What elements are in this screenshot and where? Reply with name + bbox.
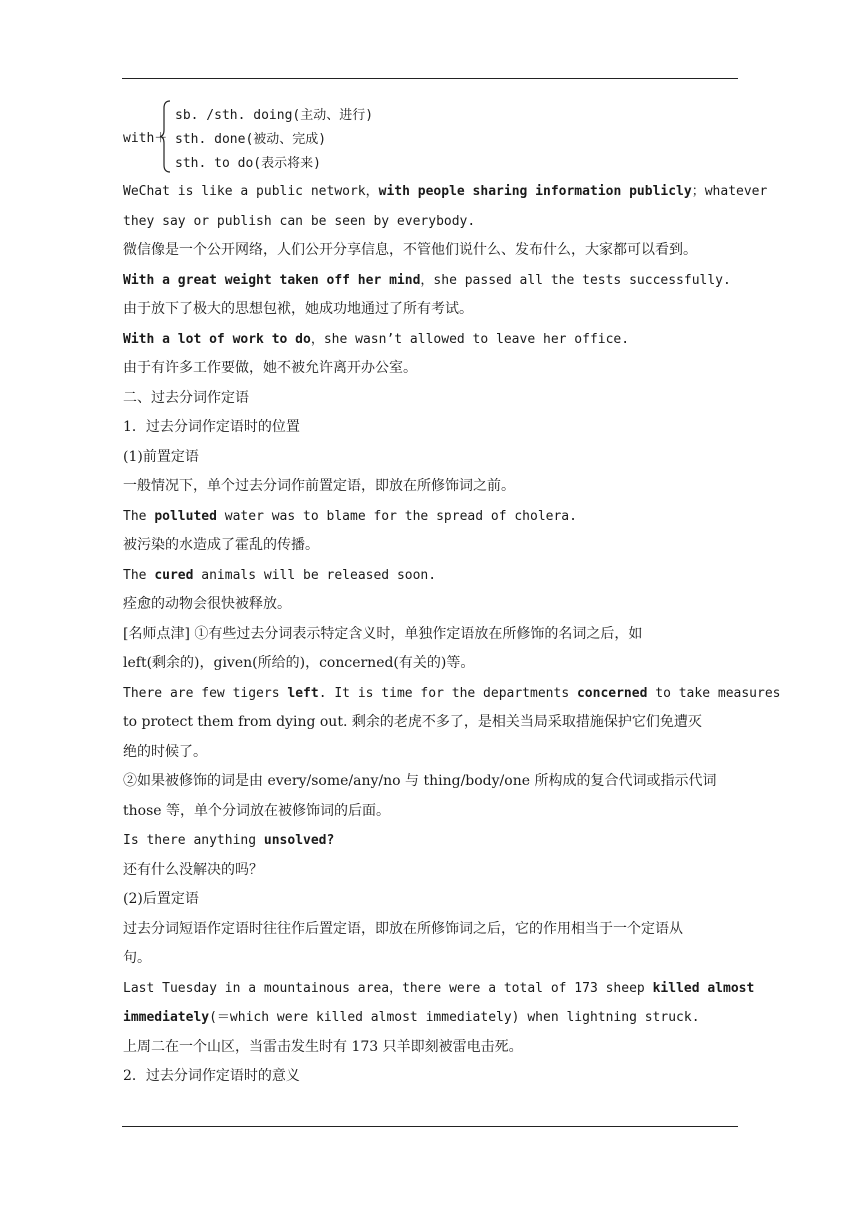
with-line-2: sth. done(被动、完成) bbox=[175, 132, 327, 147]
text: WeChat is like a public network， bbox=[123, 184, 379, 199]
pre-attribute-desc: 一般情况下，单个过去分词作前置定语，即放在所修饰词之前。 bbox=[123, 478, 515, 494]
text: The bbox=[123, 508, 155, 524]
curly-brace-icon bbox=[159, 100, 171, 173]
example-7-en bbox=[123, 826, 739, 856]
teacher-note-line2: left(剩余的)，given(所给的)，concerned(有关的)等。 bbox=[123, 655, 475, 671]
with-structure bbox=[123, 100, 739, 173]
post-attribute-desc-line1: 过去分词短语作定语时往往作后置定语，即放在所修饰词之后，它的作用相当于一个定语从 bbox=[123, 920, 683, 937]
example-2-en bbox=[123, 266, 739, 296]
example-7-zh: 还有什么没解决的吗？ bbox=[123, 861, 263, 878]
text: There are few tigers bbox=[123, 685, 288, 701]
document-body bbox=[123, 100, 781, 1092]
text: ；whatever bbox=[691, 184, 768, 199]
with-label: with＋ bbox=[123, 131, 168, 146]
post-attribute-heading: (2)后置定语 bbox=[123, 891, 199, 907]
example-8-zh: 上周二在一个山区，当雷击发生时有 173 只羊即刻被雷电击死。 bbox=[123, 1038, 523, 1055]
with-line-1: sb. /sth. doing(主动、进行) bbox=[175, 108, 374, 123]
subsection-2-heading: 2．过去分词作定语时的意义 bbox=[123, 1068, 300, 1084]
bold-word: polluted bbox=[154, 508, 217, 524]
text: water was to blame for the spread of cholera. bbox=[216, 508, 577, 524]
text: to take measures bbox=[647, 685, 781, 701]
header-rule bbox=[122, 78, 738, 79]
text: Last Tuesday in a mountainous area，there were a total of 173 sheep bbox=[123, 980, 653, 996]
text: Is there anything bbox=[123, 833, 264, 848]
text: (＝which were killed almost immediately) when lightning struck. bbox=[209, 1010, 700, 1025]
section-heading: 二、过去分词作定语 bbox=[123, 389, 249, 406]
example-1-en-line2: they say or publish can be seen by everybody. bbox=[123, 213, 476, 229]
bold-phrase: with people sharing information publicly bbox=[378, 184, 692, 199]
note-2-line1: ②如果被修饰的词是由 every/some/any/no 与 thing/body/one 所构成的复合代词或指示代词 bbox=[123, 773, 717, 789]
example-3-zh: 由于有许多工作要做，她不被允许离开办公室。 bbox=[123, 360, 417, 376]
bold-word: concerned bbox=[576, 685, 648, 701]
example-6-line3: 绝的时候了。 bbox=[123, 743, 207, 760]
bold-word: left bbox=[287, 685, 319, 701]
example-5-en bbox=[123, 561, 739, 591]
note-2-line2: those 等，单个分词放在被修饰词的后面。 bbox=[123, 802, 390, 819]
example-8-line1 bbox=[123, 974, 755, 1004]
text: . It is time for the departments bbox=[318, 685, 577, 701]
pre-attribute-heading: (1)前置定语 bbox=[123, 448, 199, 465]
text: ，she wasn’t allowed to leave her office. bbox=[310, 331, 630, 347]
example-8-line2 bbox=[123, 1003, 739, 1033]
example-6-line1 bbox=[123, 679, 781, 709]
post-attribute-desc-line2: 句。 bbox=[123, 950, 151, 966]
bold-word: unsolved? bbox=[263, 833, 335, 848]
with-line-3: sth. to do(表示将来) bbox=[175, 156, 321, 171]
bold-phrase: killed almost bbox=[652, 980, 755, 996]
subsection-heading: 1．过去分词作定语时的位置 bbox=[123, 419, 300, 435]
bold-phrase: With a lot of work to do bbox=[123, 331, 311, 347]
bold-word: cured bbox=[154, 567, 194, 583]
text: ，she passed all the tests successfully. bbox=[420, 272, 731, 288]
footer-rule bbox=[122, 1126, 738, 1127]
text: The bbox=[123, 567, 155, 583]
example-5-zh: 痊愈的动物会很快被释放。 bbox=[123, 596, 291, 612]
example-1-zh: 微信像是一个公开网络，人们公开分享信息，不管他们说什么、发布什么，大家都可以看到。 bbox=[123, 242, 697, 258]
text: animals will be released soon. bbox=[193, 567, 437, 583]
bold-word: immediately bbox=[123, 1010, 210, 1025]
example-6-line2: to protect them from dying out. 剩余的老虎不多了，是相关当局采取措施保护它们免遭灭 bbox=[123, 714, 702, 730]
example-1-en-line1 bbox=[123, 177, 768, 207]
bold-phrase: With a great weight taken off her mind bbox=[123, 272, 421, 288]
example-4-en bbox=[123, 502, 739, 532]
example-2-zh: 由于放下了极大的思想包袱，她成功地通过了所有考试。 bbox=[123, 301, 473, 317]
example-4-zh: 被污染的水造成了霍乱的传播。 bbox=[123, 537, 319, 553]
teacher-note-line1: [名师点津] ①有些过去分词表示特定含义时，单独作定语放在所修饰的名词之后，如 bbox=[123, 625, 643, 642]
example-3-en bbox=[123, 325, 739, 355]
